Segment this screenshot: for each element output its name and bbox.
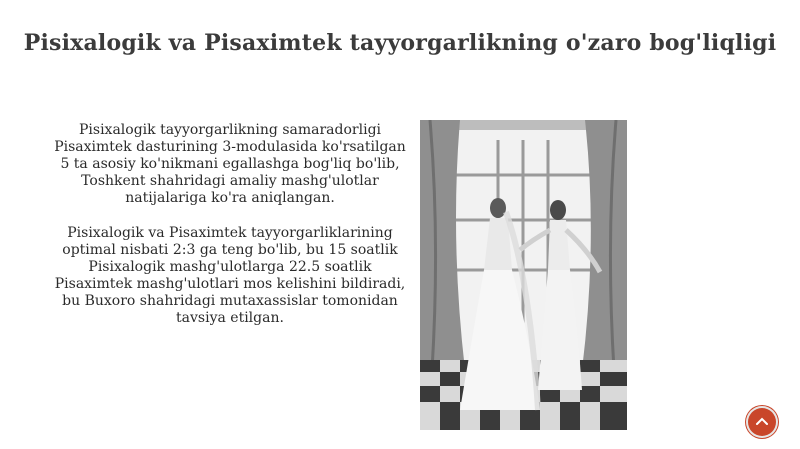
body-text — [52, 122, 408, 345]
paragraph-2: Pisixalogik va Pisaximtek tayyorgarliklarining optimal nisbati 2:3 ga teng bo'lib, bu 15 soatlik Pisixalogik mashg'ulotlarga 22.5 soatlik Pisaximtek mashg'ulotlari mos kelishini bildiradi, bu Buxoro shahridagi mutaxassislar tomonidan tavsiya etilgan. — [54, 225, 406, 326]
photo-illustration — [420, 120, 627, 430]
scroll-up-button[interactable] — [748, 408, 776, 436]
chevron-up-icon — [748, 408, 776, 436]
slide-title: Pisixalogik va Pisaximtek tayyorgarlikning o'zaro bog'liqligi — [23, 30, 777, 56]
paragraph-1: Pisixalogik tayyorgarlikning samaradorligi Pisaximtek dasturining 3-modulasida ko'rsatilgan 5 ta asosiy ko'nikmani egallashga bog'liq bo'lib, Toshkent shahridagi amaliy mashg'ulotlar natijalariga ko'ra aniqlangan. — [54, 122, 406, 206]
photo-image — [420, 120, 627, 430]
